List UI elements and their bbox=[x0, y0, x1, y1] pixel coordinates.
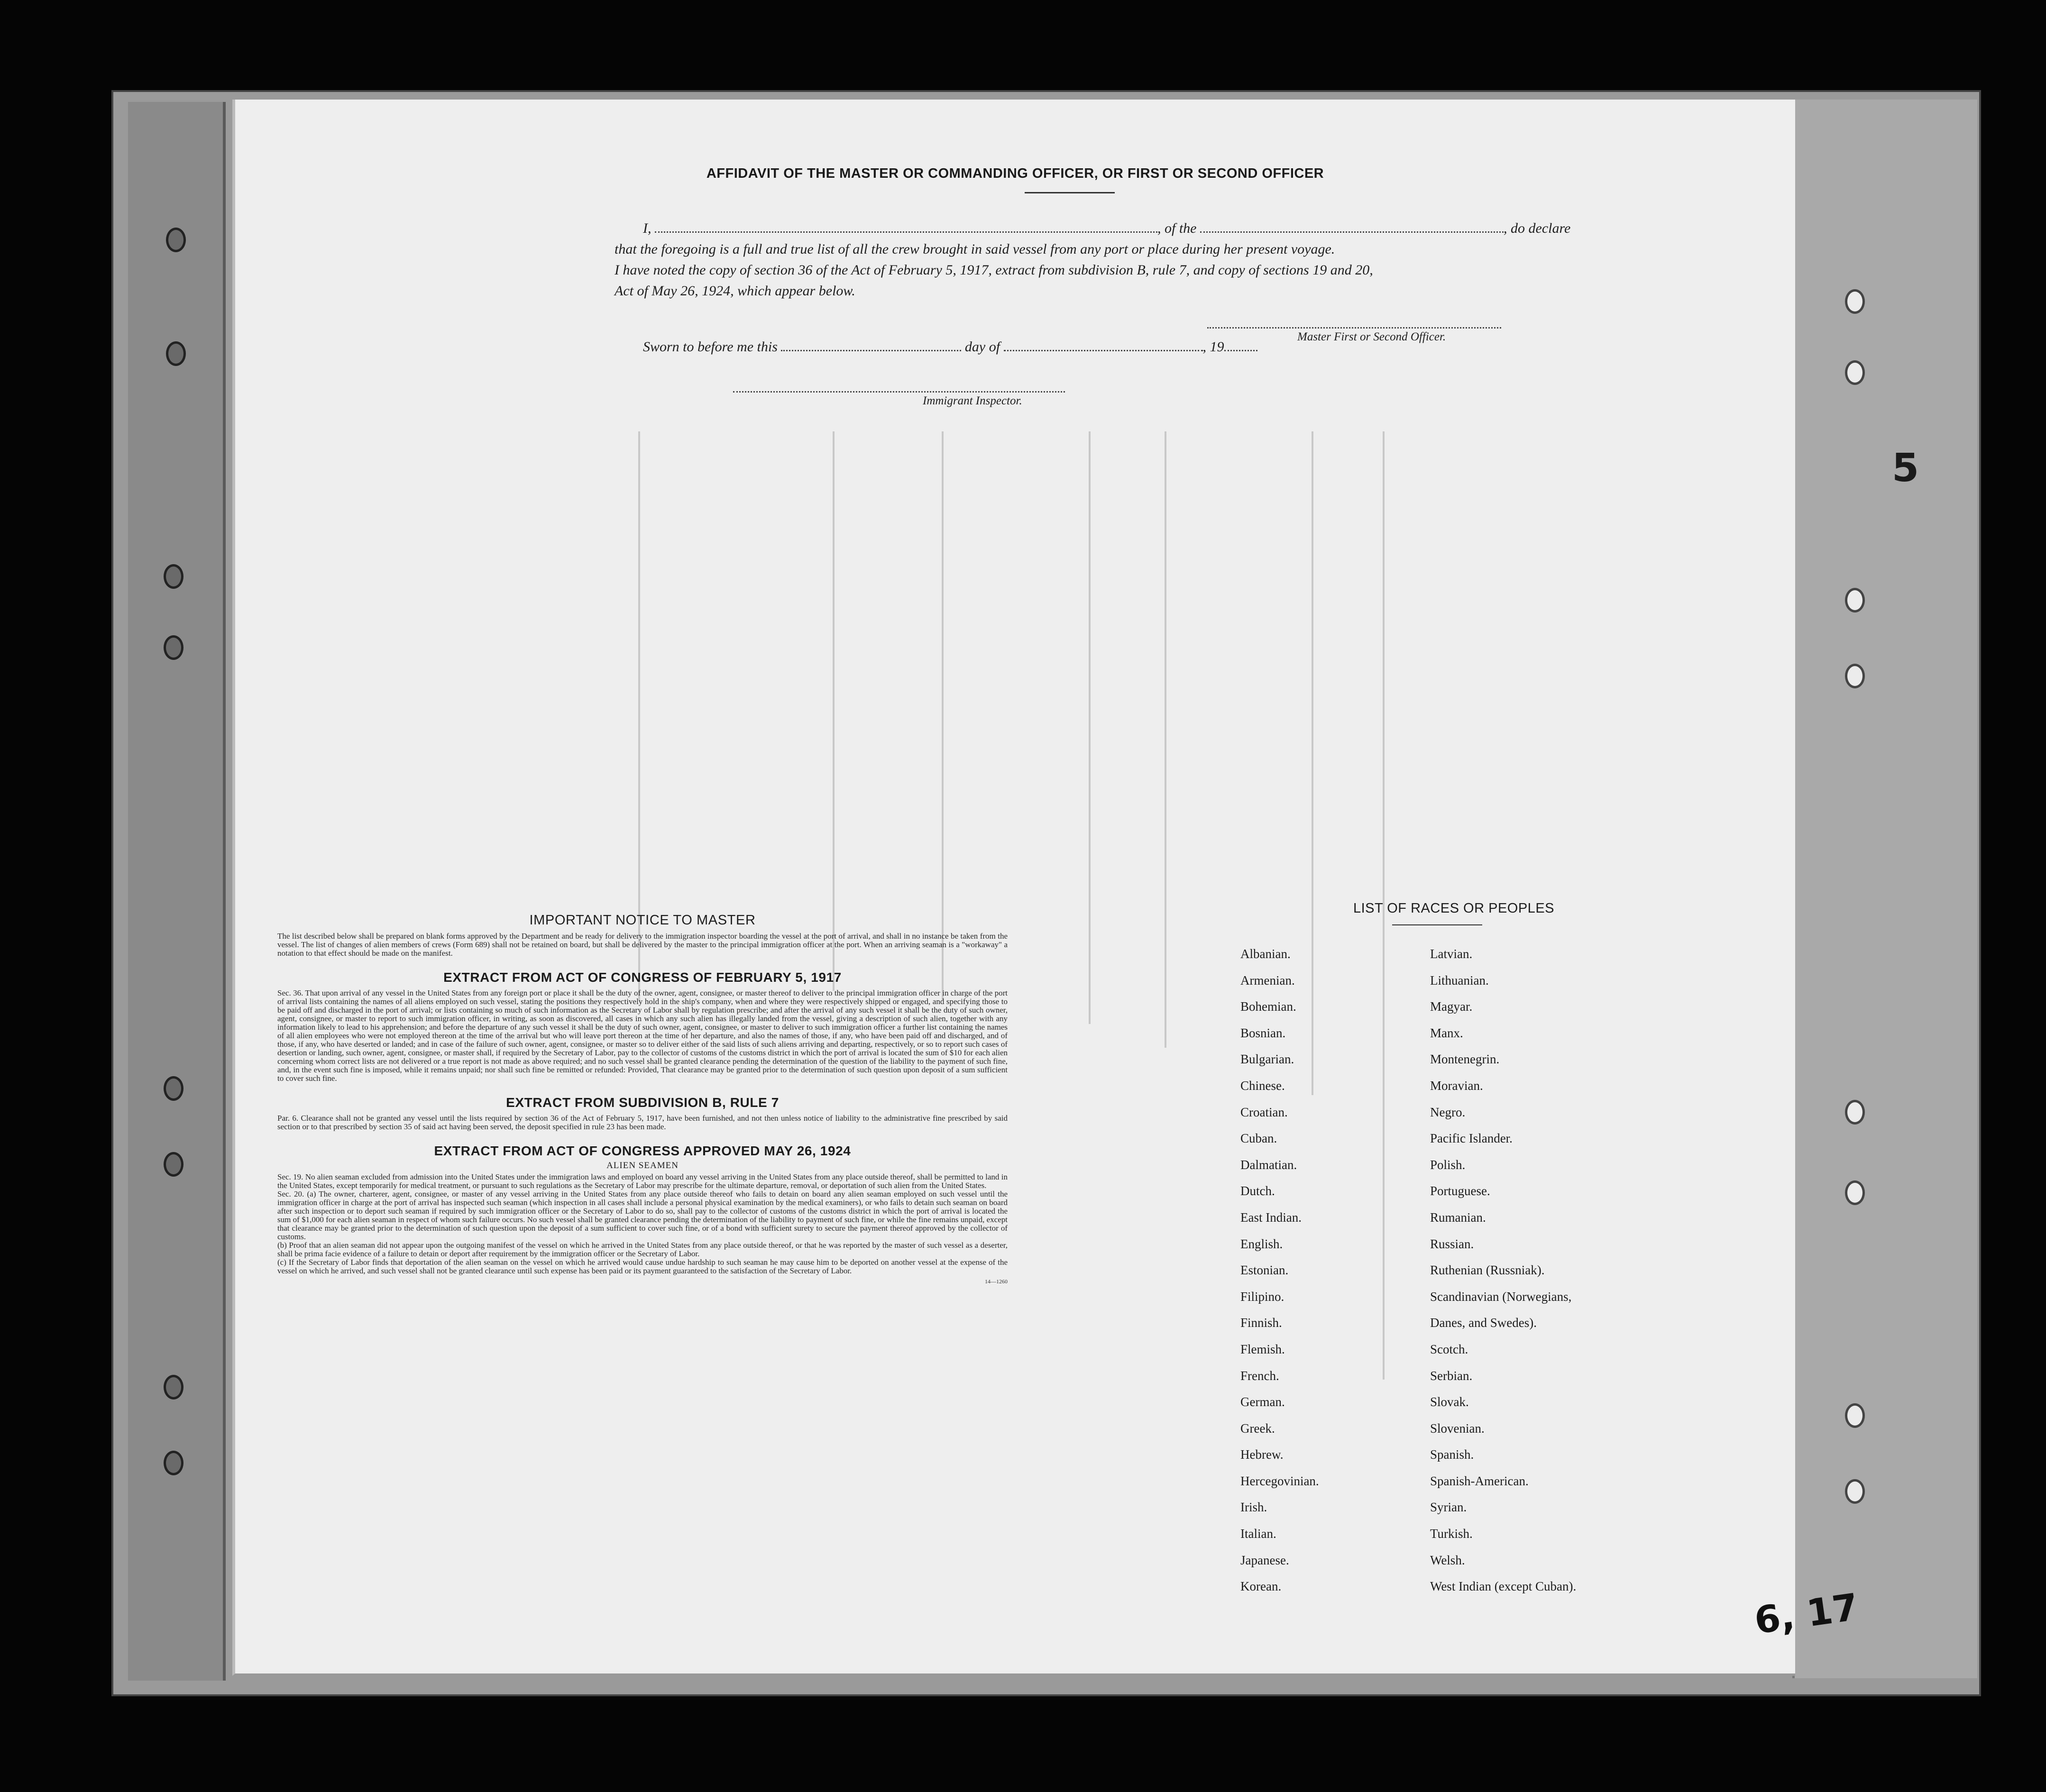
race-item: Magyar. bbox=[1430, 999, 1473, 1014]
affidavit-line-3: I have noted the copy of section 36 of the Act of February 5, 1917, extract from subdivision B, rule 7, and copy of sections 19 and 20, bbox=[615, 262, 1373, 278]
sec-20c-text: (c) If the Secretary of Labor finds that deportation of the alien seaman on the vessel on which he arrived would cause undue hardship to such seaman he may cause him to be deported on another vessel at the expense of the vessel on which he arrived, and such vessel shall not be granted clearance until such expense has been paid or its payment guaranteed to the satisfaction of the Secretary of Labor. bbox=[277, 1258, 1008, 1275]
sec-20b-text: (b) Proof that an alien seaman did not appear upon the outgoing manifest of the vessel on which he arrived in the United States from any place outside thereof, or that he was reported by the master of such vessel as a deserter, shall be prima facie evidence of a failure to detain or deport after requirement by the immigration officer or the Secretary of Labor. bbox=[277, 1241, 1008, 1258]
race-item: Moravian. bbox=[1430, 1078, 1483, 1093]
race-item: Hebrew. bbox=[1240, 1447, 1284, 1462]
extract-1917-title: EXTRACT FROM ACT OF CONGRESS OF FEBRUARY 5, 1917 bbox=[443, 970, 842, 985]
do-declare-label: , do declare bbox=[1504, 220, 1571, 236]
race-item: Irish. bbox=[1240, 1500, 1267, 1515]
race-item: Syrian. bbox=[1430, 1500, 1467, 1515]
punch-hole bbox=[164, 1451, 183, 1475]
punch-hole bbox=[1845, 360, 1865, 385]
punch-hole bbox=[1845, 1180, 1865, 1205]
affidavit-title: AFFIDAVIT OF THE MASTER OR COMMANDING OFFICER, OR FIRST OR SECOND OFFICER bbox=[706, 166, 1324, 181]
race-item: Flemish. bbox=[1240, 1342, 1285, 1356]
punch-hole bbox=[164, 1076, 183, 1101]
race-item: Spanish-American. bbox=[1430, 1473, 1529, 1488]
title-underline bbox=[1025, 192, 1115, 193]
affidavit-body bbox=[615, 218, 1800, 302]
race-item: Bohemian. bbox=[1240, 999, 1296, 1014]
race-item: Montenegrin. bbox=[1430, 1052, 1500, 1067]
race-item: Albanian. bbox=[1240, 947, 1291, 961]
sworn-day-blank[interactable] bbox=[781, 347, 961, 351]
race-item: East Indian. bbox=[1240, 1210, 1302, 1225]
race-item: Latvian. bbox=[1430, 947, 1473, 961]
race-item: Welsh. bbox=[1430, 1553, 1465, 1567]
binder-right-edge bbox=[1792, 100, 1977, 1678]
bleed-through-line bbox=[1089, 431, 1091, 1024]
sec-20a-text: Sec. 20. (a) The owner, charterer, agent, consignee, or master of any vessel arriving in the United States from any place outside thereof who fails to detain on board any alien seaman employed on such vessel until the immigration officer in charge at the port of arrival has inspected such seaman (which inspection in all cases shall include a personal physical examination by the medical examiners), or who fails to detain such seaman on board after such inspection or to deport such seaman if required by such immigration officer or the Secretary of Labor to do so, shall pay to the collector of customs of the customs district in which the port of arrival is located the sum of $1,000 for each alien seaman in respect of whom such failure occurs. No such vessel shall be granted clearance pending the determination of the liability to payment of such fine, or while the fine remains unpaid, except that clearance may be granted prior to the determination of such question upon the deposit of a sum sufficient to cover such fine, or of a bond with sufficient surety to secure the payment thereof approved by the collector of customs. bbox=[277, 1189, 1008, 1241]
race-item: Bosnian. bbox=[1240, 1025, 1286, 1040]
race-item: Danes, and Swedes). bbox=[1430, 1316, 1537, 1330]
race-item: Dutch. bbox=[1240, 1184, 1275, 1198]
race-item: West Indian (except Cuban). bbox=[1430, 1579, 1577, 1594]
subdivision-b-body: Par. 6. Clearance shall not be granted any vessel until the lists required by section 36 of the Act of February 5, 1917, have been furnished, and not then unless notice of liability to the administrative fine prescribed by said section or to that prescribed by section 35 of said act having been served, the deposit specified in rule 23 has been made. bbox=[277, 1114, 1008, 1131]
inspector-label: Immigrant Inspector. bbox=[923, 394, 1022, 407]
race-item: Dalmatian. bbox=[1240, 1157, 1297, 1172]
race-item: Scotch. bbox=[1430, 1342, 1468, 1356]
race-item: Armenian. bbox=[1240, 973, 1295, 987]
races-title-underline bbox=[1392, 924, 1482, 925]
race-item: Serbian. bbox=[1430, 1368, 1473, 1383]
race-item: Japanese. bbox=[1240, 1553, 1289, 1567]
sworn-month-blank[interactable] bbox=[1004, 347, 1203, 351]
race-item: Negro. bbox=[1430, 1105, 1466, 1119]
race-item: Chinese. bbox=[1240, 1078, 1285, 1093]
race-item: Ruthenian (Russniak). bbox=[1430, 1263, 1545, 1278]
extract-1924-title: EXTRACT FROM ACT OF CONGRESS APPROVED MAY 26, 1924 bbox=[434, 1143, 851, 1158]
race-item: Manx. bbox=[1430, 1025, 1463, 1040]
of-the-label: , of the bbox=[1157, 220, 1197, 236]
notice-block bbox=[277, 913, 1008, 1285]
race-item: Filipino. bbox=[1240, 1289, 1284, 1304]
affidavit-line-2: that the foregoing is a full and true list of all the crew brought in said vessel from any port or place during her present voyage. bbox=[615, 241, 1335, 257]
race-item: French. bbox=[1240, 1368, 1279, 1383]
notice-title: IMPORTANT NOTICE TO MASTER bbox=[529, 913, 756, 928]
punch-hole bbox=[1845, 289, 1865, 314]
year-label: , 19 bbox=[1202, 339, 1224, 355]
punch-hole bbox=[166, 228, 186, 252]
punch-hole bbox=[164, 635, 183, 660]
bleed-through-line bbox=[1165, 431, 1166, 1048]
race-item: Turkish. bbox=[1430, 1527, 1473, 1541]
master-signature-line[interactable] bbox=[1207, 327, 1501, 329]
race-item: Estonian. bbox=[1240, 1263, 1289, 1278]
race-item: Slovak. bbox=[1430, 1395, 1469, 1409]
punch-hole bbox=[164, 564, 183, 589]
alien-seamen-subtitle: ALIEN SEAMEN bbox=[606, 1161, 679, 1170]
race-item: Rumanian. bbox=[1430, 1210, 1486, 1225]
affidavit-line-1 bbox=[615, 218, 1800, 239]
name-blank[interactable] bbox=[655, 229, 1157, 233]
race-item: Scandinavian (Norwegians, bbox=[1430, 1289, 1572, 1304]
race-item: Slovenian. bbox=[1430, 1421, 1485, 1435]
race-item: Pacific Islander. bbox=[1430, 1131, 1513, 1146]
race-item: Croatian. bbox=[1240, 1105, 1288, 1119]
race-item: Hercegovinian. bbox=[1240, 1473, 1319, 1488]
binder-spine-strip bbox=[128, 102, 226, 1681]
punch-hole bbox=[164, 1375, 183, 1399]
affidavit-line-4: Act of May 26, 1924, which appear below. bbox=[615, 283, 855, 299]
race-item: Spanish. bbox=[1430, 1447, 1474, 1462]
sworn-line bbox=[643, 339, 1257, 355]
inspector-signature-line[interactable] bbox=[733, 391, 1065, 393]
punch-hole bbox=[1845, 1479, 1865, 1504]
race-item: Polish. bbox=[1430, 1157, 1466, 1172]
races-right-column bbox=[1430, 941, 1576, 1600]
punch-hole bbox=[1845, 1403, 1865, 1428]
race-item: German. bbox=[1240, 1395, 1285, 1409]
master-label: Master First or Second Officer. bbox=[1297, 330, 1446, 343]
sworn-label: Sworn to before me this bbox=[643, 339, 778, 355]
punch-hole bbox=[1845, 588, 1865, 613]
race-item: English. bbox=[1240, 1236, 1283, 1251]
punch-hole bbox=[1845, 664, 1865, 688]
race-item: Finnish. bbox=[1240, 1316, 1282, 1330]
race-item: Italian. bbox=[1240, 1527, 1276, 1541]
bleed-through-line bbox=[833, 431, 835, 991]
punch-hole bbox=[166, 341, 186, 366]
race-item: Bulgarian. bbox=[1240, 1052, 1294, 1067]
notice-body: The list described below shall be prepared on blank forms approved by the Department and be ready for delivery to the immigration inspector boarding the vessel at the port of arrival, and shall in no instance be taken from the vessel. The list of changes of alien members of crews (Form 689) shall not be retained on board, but shall be delivered by the master to the principal immigration officer at the port. When an arriving seaman is a "workaway" a notation to that effect should be made on the manifest. bbox=[277, 932, 1008, 958]
punch-hole bbox=[1845, 1100, 1865, 1125]
races-title: LIST OF RACES OR PEOPLES bbox=[1353, 901, 1555, 916]
day-of-label: day of bbox=[964, 339, 1000, 355]
vessel-blank[interactable] bbox=[1200, 229, 1504, 233]
race-item: Russian. bbox=[1430, 1236, 1474, 1251]
form-number: 14—1260 bbox=[985, 1278, 1008, 1285]
sworn-year-blank[interactable] bbox=[1224, 347, 1257, 351]
extract-1917-body: Sec. 36. That upon arrival of any vessel in the United States from any foreign port or place it shall be the duty of the owner, agent, consignee, or master thereof to deliver to the principal immigration officer in charge of the port of arrival lists containing the names of all aliens employed on such vessel, stating the positions they respectively hold in the ship's company, when and where they were respectively shipped or engaged, and specifying those to be paid off and discharged in the port of arrival; or lists containing so much of such information as the Secretary of Labor shall by regulation prescribe; and after the arrival of any such vessel it shall be the duty of such owner, agent, consignee, or master to report to such immigration officer, in writing, as soon as discovered, all cases in which any such alien has illegally landed from the vessel, giving a description of such alien, together with any information likely to lead to his apprehension; and before the departure of any such vessel it shall be the duty of such owner, agent, consignee, or master to deliver to such immigration officer a further list containing the names of all alien employees who were not employed thereon at the time of the arrival but who will leave port thereon at the time of her departure, and also the names of those, if any, who have been paid off and discharged, and of those, if any, who have deserted or landed; and in case of the failure of such owner, agent, consignee, or master so to deliver either of the said lists of such aliens arriving and departing, respectively, or so to report such cases of desertion or landing, such owner, agent, consignee, or master shall, if required by the Secretary of Labor, pay to the collector of customs of the customs district in which the port of arrival is located the sum of $10 for each alien concerning whom correct lists are not delivered or a true report is not made as above required; and no such vessel shall be granted clearance pending the determination of the question of the liability to the payment of such fine, and, in the event such fine is imposed, while it remains unpaid; nor shall such fine be remitted or refunded: Provided, That clearance may be granted prior to the determination of such question upon deposit of a sum sufficient to cover such fine. bbox=[277, 988, 1008, 1083]
race-item: Cuban. bbox=[1240, 1131, 1277, 1146]
handwritten-mark: 5 bbox=[1892, 446, 1919, 491]
punch-hole bbox=[164, 1152, 183, 1177]
race-item: Portuguese. bbox=[1430, 1184, 1490, 1198]
race-item: Korean. bbox=[1240, 1579, 1282, 1594]
manifest-page bbox=[232, 100, 1795, 1676]
sec-19-text: Sec. 19. No alien seaman excluded from admission into the United States under the immigration laws and employed on board any vessel arriving in the United States from any place outside thereof, shall be permitted to land in the United States, except temporarily for medical treatment, or pursuant to such regulations as the Secretary of Labor may prescribe for the ultimate departure, removal, or deportation of such alien from the United States. bbox=[277, 1172, 1008, 1190]
subdivision-b-title: EXTRACT FROM SUBDIVISION B, RULE 7 bbox=[506, 1095, 779, 1110]
i-label: I, bbox=[643, 220, 651, 236]
race-item: Lithuanian. bbox=[1430, 973, 1489, 987]
handwritten-note: 6, 17 bbox=[1752, 1586, 1861, 1643]
races-left-column bbox=[1240, 941, 1319, 1600]
race-item: Greek. bbox=[1240, 1421, 1275, 1435]
